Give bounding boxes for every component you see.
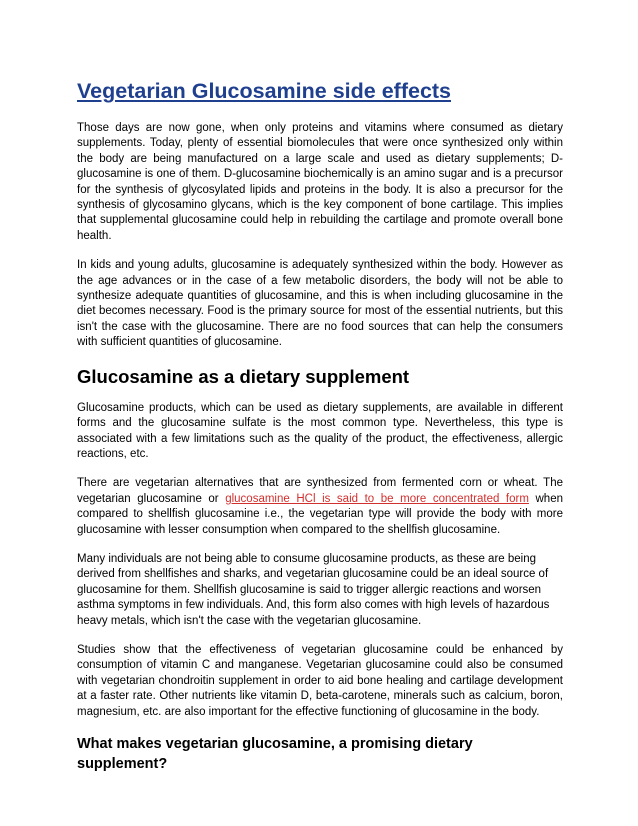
- intro-paragraph-1: Those days are now gone, when only proteins and vitamins where consumed as dietary supplements. Today, plenty of essential biomolecules that were once synthesized only within the body are being manufactured on a large scale and used as dietary supplements; D-glucosamine is one of them. D-glucosamine biochemically is an amino sugar and is a precursor for the synthesis of glycosylated lipids and proteins in the body. It is also a precursor for the synthesis of glycosamino glycans, which is the key component of bone cartilage. This implies that supplemental glucosamine could help in rebuilding the cartilage and promote overall bone health.: [77, 122, 563, 242]
- section1-paragraph-2-end: when compared to shellfish glucosamine i.e., the vegetarian type will provide the body with more glucosamine with lesser consumption when compared to the shellfish glucosamine.: [77, 492, 563, 536]
- document-page: [77, 78, 563, 774]
- section1-paragraph-2: [77, 476, 563, 538]
- section-heading-promising-supplement: What makes vegetarian glucosamine, a promising dietary supplement?: [77, 736, 473, 772]
- glucosamine-hcl-link[interactable]: glucosamine HCl is said to be more concentrated form: [225, 492, 529, 505]
- section1-paragraph-3: Many individuals are not being able to consume glucosamine products, as these are being derived from shellfishes and sharks, and vegetarian glucosamine could be an ideal source of glucosamine for them. Shellfish glucosamine is said to trigger allergic reactions and worsen asthma symptoms in few individuals. And, this form also comes with high levels of hazardous heavy metals, which isn't the case with the vegetarian glucosamine.: [77, 552, 550, 627]
- page-title: Vegetarian Glucosamine side effects: [77, 79, 452, 103]
- section1-paragraph-2-start: There are vegetarian alternatives that are synthesized from fermented corn or wheat. The vegetarian glucosamine or: [77, 477, 563, 505]
- section-heading-dietary-supplement: Glucosamine as a dietary supplement: [77, 365, 410, 387]
- intro-paragraph-2: In kids and young adults, glucosamine is adequately synthesized within the body. However as the age advances or in the case of a few metabolic disorders, the body will not be able to synthesize adequate quantities of glucosamine, and this is when including glucosamine in the diet becomes necessary. Food is the primary source for most of the essential nutrients, but this isn't the case with the glucosamine. There are no food sources that can help the consumers with sufficient quantities of glucosamine.: [77, 259, 563, 349]
- section1-paragraph-1: Glucosamine products, which can be used as dietary supplements, are available in different forms and the glucosamine sulfate is the most common type. Nevertheless, this type is associated with a few limitations such as the quality of the product, the effectiveness, allergic reactions, etc.: [77, 401, 563, 460]
- section1-paragraph-4: Studies show that the effectiveness of vegetarian glucosamine could be enhanced by consumption of vitamin C and manganese. Vegetarian glucosamine could also be consumed with vegetarian chondroitin supplement in order to aid bone healing and cartilage development at a faster rate. Other nutrients like vitamin D, beta-carotene, minerals such as calcium, boron, magnesium, etc. are also important for the effective functioning of glucosamine in the body.: [77, 643, 563, 718]
